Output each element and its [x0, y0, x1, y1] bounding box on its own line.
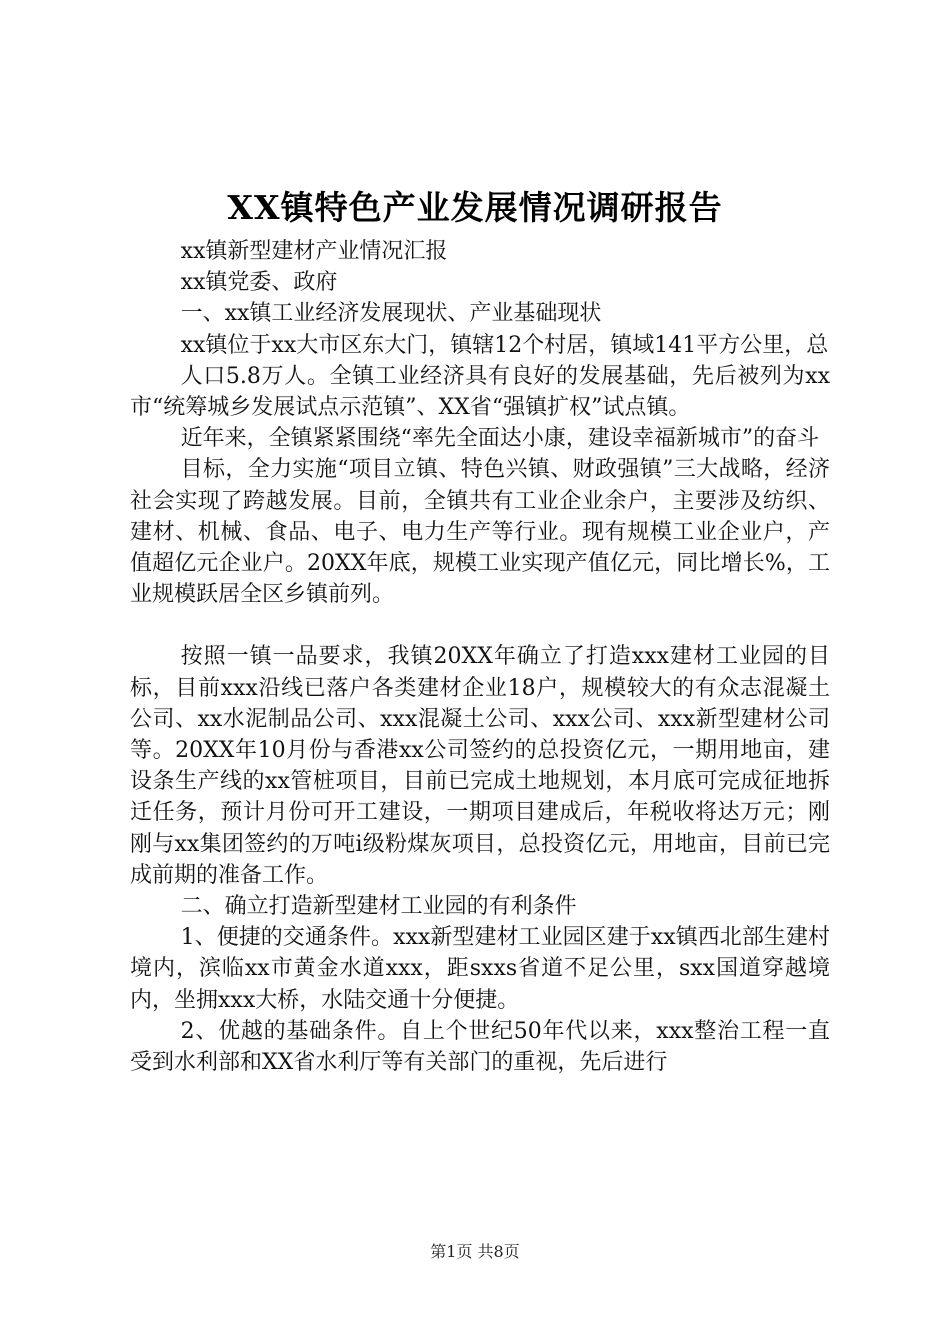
paragraph: 目标，全力实施“项目立镇、特色兴镇、财政强镇”三大战略，经济社会实现了跨越发展。目前，全镇共有工业企业余户，主要涉及纺织、建材、机械、食品、电子、电力生产等行业。现有规模工业企业户，产值超亿元企业户。20XX年底，规模工业实现产值亿元，同比增长%，工业规模跃居全区乡镇前列。 [130, 457, 830, 608]
paragraph: 近年来，全镇紧紧围绕“率先全面达小康，建设幸福新城市”的奋斗 [180, 426, 820, 452]
page-footer: 第1页 共8页 [430, 1242, 520, 1261]
paragraph: xx镇新型建材产业情况汇报 [180, 239, 448, 264]
paragraph: 人口5.8万人。全镇工业经济具有良好的发展基础，先后被列为xx市“统筹城乡发展试点示范镇”、XX省“强镇扩权”试点镇。 [130, 363, 830, 421]
section-heading: 一、xx镇工业经济发展现状、产业基础现状 [180, 301, 602, 327]
document-body [130, 236, 830, 1078]
paragraph: 2、优越的基础条件。自上个世纪50年代以来，xxx整治工程一直受到水利部和XX省水利厅等有关部门的重视，先后进行 [130, 1018, 830, 1076]
paragraph: xx镇位于xx大市区东大门，镇辖12个村居，镇域141平方公里，总 [180, 332, 829, 358]
paragraph: xx镇党委、政府 [180, 270, 338, 296]
paragraph: 按照一镇一品要求，我镇20XX年确立了打造xxx建材工业园的目标，目前xxx沿线已落户各类建材企业18户，规模较大的有众志混凝土公司、xx水泥制品公司、xxx混凝土公司、xxx公司、xxx新型建材公司等。20XX年10月份与香港xx公司签约的总投资亿元，一期用地亩，建设条生产线的xx管桩项目，目前已完成土地规划，本月底可完成征地拆迁任务，预计月份可开工建设，一期项目建成后，年税收将达万元；刚刚与xx集团签约的万吨i级粉煤灰项目，总投资亿元，用地亩，目前已完成前期的准备工作。 [130, 644, 830, 888]
paragraph: 1、便捷的交通条件。xxx新型建材工业园区建于xx镇西北部生建村境内，滨临xx市黄金水道xxx，距sxxs省道不足公里，sxx国道穿越境内，坐拥xxx大桥，水陆交通十分便捷。 [130, 925, 830, 1013]
section-heading: 二、确立打造新型建材工业园的有利条件 [180, 894, 577, 920]
document-title: XX镇特色产业发展情况调研报告 [227, 188, 723, 227]
